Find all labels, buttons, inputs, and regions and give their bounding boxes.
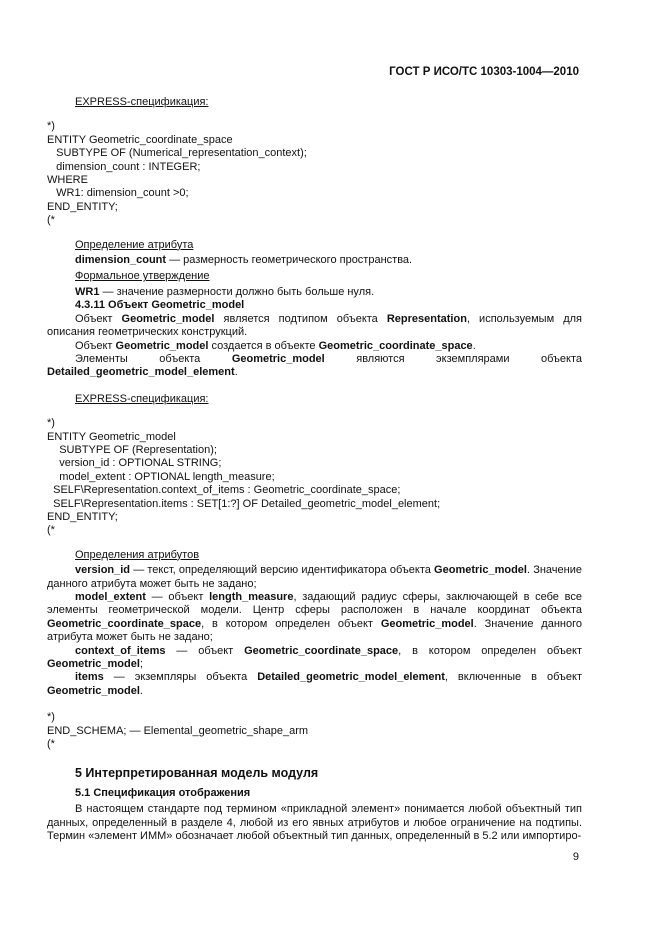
attr-definition-model-extent: model_extent — объект length_measure, задающий радиус сферы, заключающей в себе все элементы геометрической модели. Центр сферы расположен в начале координат объекта Geometric_coordinate_space, в котором определен объект Geometric_model. Значение данного атрибута может быть не задано; <box>47 591 582 644</box>
section-heading-5: 5 Интерпретированная модель модуля <box>75 766 319 781</box>
page-header: ГОСТ Р ИСО/ТС 10303-1004—2010 <box>389 66 579 78</box>
wr-text: — значение размерности должно быть больше нуля. <box>99 285 375 298</box>
code-line: model_extent : OPTIONAL length_measure; <box>47 470 275 483</box>
code-line: ENTITY Geometric_model <box>47 430 176 443</box>
attr-term: dimension_count <box>75 254 167 267</box>
express-label: EXPRESS-спецификация: <box>75 96 209 108</box>
code-line: END_ENTITY; <box>47 200 118 213</box>
paragraph: Объект Geometric_model создается в объекте Geometric_coordinate_space. <box>75 339 476 352</box>
code-line: ENTITY Geometric_coordinate_space <box>47 133 233 146</box>
express-label: EXPRESS-спецификация: <box>75 392 209 405</box>
code-line: END_SCHEMA; — Elemental_geometric_shape_arm <box>47 724 309 737</box>
attr-text: — размерность геометрического пространства. <box>166 254 413 267</box>
code-line: SUBTYPE OF (Representation); <box>47 443 217 456</box>
attr-definition-version-id: version_id — текст, определяющий версию идентификатора объекта Geometric_model. Значение данного атрибута может быть не задано; <box>47 564 582 590</box>
code-line: SELF\Representation.context_of_items : Geometric_coordinate_space; <box>47 484 401 497</box>
subsection-heading-5-1: 5.1 Спецификация отображения <box>75 786 251 799</box>
paragraph: В настоящем стандарте под термином «прикладной элемент» понимается любой объектный тип данных, определенный в разделе 4, любой из его явных атрибутов и любое ограничение на подтипы. Термин «элемент ИММ» обозначает любой объектный тип данных, определенный в 5.2 или импортиро- <box>47 803 582 843</box>
code-line: END_ENTITY; <box>47 510 118 523</box>
code-line: SUBTYPE OF (Numerical_representation_context); <box>47 147 307 160</box>
code-line: WR1: dimension_count >0; <box>47 187 189 200</box>
code-line: dimension_count : INTEGER; <box>47 160 201 173</box>
wr-term: WR1 <box>75 285 100 298</box>
attrs-heading: Определения атрибутов <box>75 548 200 561</box>
attr-heading: Определение атрибута <box>75 238 194 251</box>
section-heading-4-3-11: 4.3.11 Объект Geometric_model <box>75 299 245 312</box>
code-block-2 <box>47 417 582 538</box>
code-line: WHERE <box>47 174 88 187</box>
code-block-end <box>47 711 582 751</box>
attr-definition-context-of-items: context_of_items — объект Geometric_coordinate_space, в котором определен объект Geometric_model; <box>47 644 582 671</box>
code-line: *) <box>47 711 55 724</box>
code-line: version_id : OPTIONAL STRING; <box>47 457 222 470</box>
code-line: SELF\Representation.items : SET[1:?] OF Detailed_geometric_model_element; <box>47 497 441 510</box>
document-body <box>47 96 582 844</box>
formal-heading: Формальное утверждение <box>75 270 210 283</box>
code-line: *) <box>47 120 55 133</box>
code-line: *) <box>47 417 55 430</box>
attr-definition-items: items — экземпляры объекта Detailed_geometric_model_element, включенные в объект Geometric_model. <box>47 671 582 697</box>
code-block-1 <box>47 120 582 227</box>
code-line: (* <box>47 738 55 751</box>
code-line: (* <box>47 214 55 227</box>
wr-statement <box>47 286 582 299</box>
paragraph: Объект Geometric_model является подтипом объекта Representation, используемым для описания геометрических конструкций. <box>47 312 582 339</box>
paragraph: Элементы объекта Geometric_model являются экземплярами объекта Detailed_geometric_model_element. <box>47 352 582 379</box>
attr-definition <box>47 254 582 267</box>
code-line: (* <box>47 524 55 537</box>
page-number: 9 <box>572 851 579 863</box>
